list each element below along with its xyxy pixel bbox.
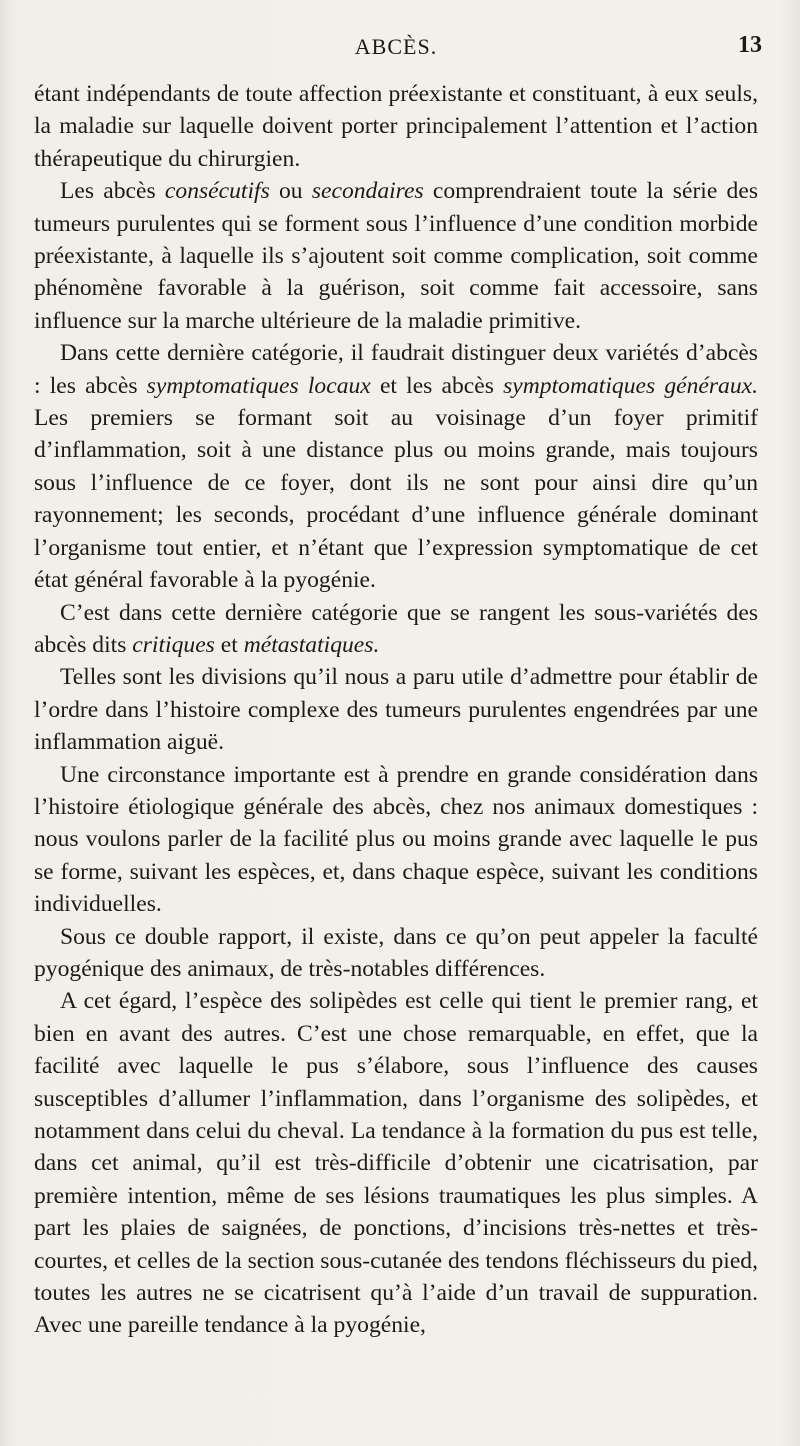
paragraph bbox=[34, 921, 758, 986]
text-run: Sous ce double rapport, il existe, dans ce qu’on peut appeler la faculté pyogénique des animaux, de très-notables différences. bbox=[34, 923, 758, 982]
italic-text: critiques bbox=[132, 631, 215, 658]
paragraph bbox=[34, 985, 758, 1341]
paragraph bbox=[34, 597, 758, 662]
text-run: Les abcès bbox=[60, 178, 165, 205]
text-run: et bbox=[214, 631, 244, 658]
body-text bbox=[34, 78, 758, 1342]
text-run: Dans cette dernière catégorie, il faudrait distinguer deux variétés d’abcès : les abcès bbox=[34, 340, 758, 399]
paragraph bbox=[34, 337, 758, 596]
text-run: Les premiers se formant soit au voisinage d’un foyer primitif d’inflammation, soit à une distance plus ou moins grande, mais toujours sous l’influence de ce foyer, dont ils ne sont pour ainsi dire qu’un rayonnement; les seconds, procédant d’une influence générale dominant l’organisme tout entier, et n’étant que l’expression symptomatique de cet état général favorable à la pyogénie. bbox=[34, 405, 758, 594]
italic-text: symptomatiques locaux bbox=[146, 372, 371, 399]
page-header bbox=[30, 30, 762, 60]
paragraph bbox=[34, 661, 758, 758]
paragraph bbox=[34, 175, 758, 337]
running-head: ABCÈS. bbox=[354, 34, 438, 59]
text-run: C’est dans cette dernière catégorie que se rangent les sous-variétés des abcès dits bbox=[34, 599, 758, 658]
italic-text: consécutifs bbox=[164, 178, 270, 205]
text-run: A cet égard, l’espèce des solipèdes est celle qui tient le premier rang, et bien en avant des autres. C’est une chose remarquable, en effet, que la facilité avec laquelle le pus s’élabore, sous l’influence des causes susceptibles d’allumer l’inflammation, dans l’organisme des solipèdes, et notamment dans celui du cheval. La tendance à la formation du pus est telle, dans cet animal, qu’il est très-difficile d’obtenir une cicatrisation, par première intention, même de ses lésions traumatiques les plus simples. A part les plaies de saignées, de ponctions, d’incisions très-nettes et très-courtes, et celles de la section sous-cutanée des tendons fléchisseurs du pied, toutes les autres ne se cicatrisent qu’à l’aide d’un travail de suppuration. Avec une pareille tendance à la pyogénie, bbox=[34, 988, 758, 1339]
paragraph bbox=[34, 78, 758, 175]
text-run: ou bbox=[269, 178, 312, 205]
text-run: étant indépendants de toute affection préexistante et constituant, à eux seuls, la maladie sur laquelle doivent porter principalement l’attention et l’action thérapeutique du chirurgien. bbox=[34, 81, 758, 172]
italic-text: métastatiques. bbox=[243, 631, 380, 658]
page-number: 13 bbox=[738, 32, 762, 58]
text-run: Telles sont les divisions qu’il nous a paru utile d’admettre pour établir de l’ordre dans l’histoire complexe des tumeurs purulentes engendrées par une inflammation aiguë. bbox=[34, 664, 758, 756]
italic-text: symptomatiques généraux. bbox=[503, 372, 758, 399]
text-run: et les abcès bbox=[370, 372, 504, 399]
italic-text: secondaires bbox=[311, 178, 424, 205]
text-run: comprendraient toute la série des tumeurs purulentes qui se forment sous l’influence d’une condition morbide préexistante, à laquelle ils s’ajoutent soit comme complication, soit comme phénomène favorable à la guérison, soit comme fait accessoire, sans influence sur la marche ultérieure de la maladie primitive. bbox=[34, 178, 759, 334]
text-run: Une circonstance importante est à prendre en grande considération dans l’histoire étiologique générale des abcès, chez nos animaux domestiques : nous voulons parler de la facilité plus ou moins grande avec laquelle le pus se forme, suivant les espèces, et, dans chaque espèce, suivant les conditions individuelles. bbox=[34, 761, 758, 918]
paragraph bbox=[34, 759, 758, 921]
